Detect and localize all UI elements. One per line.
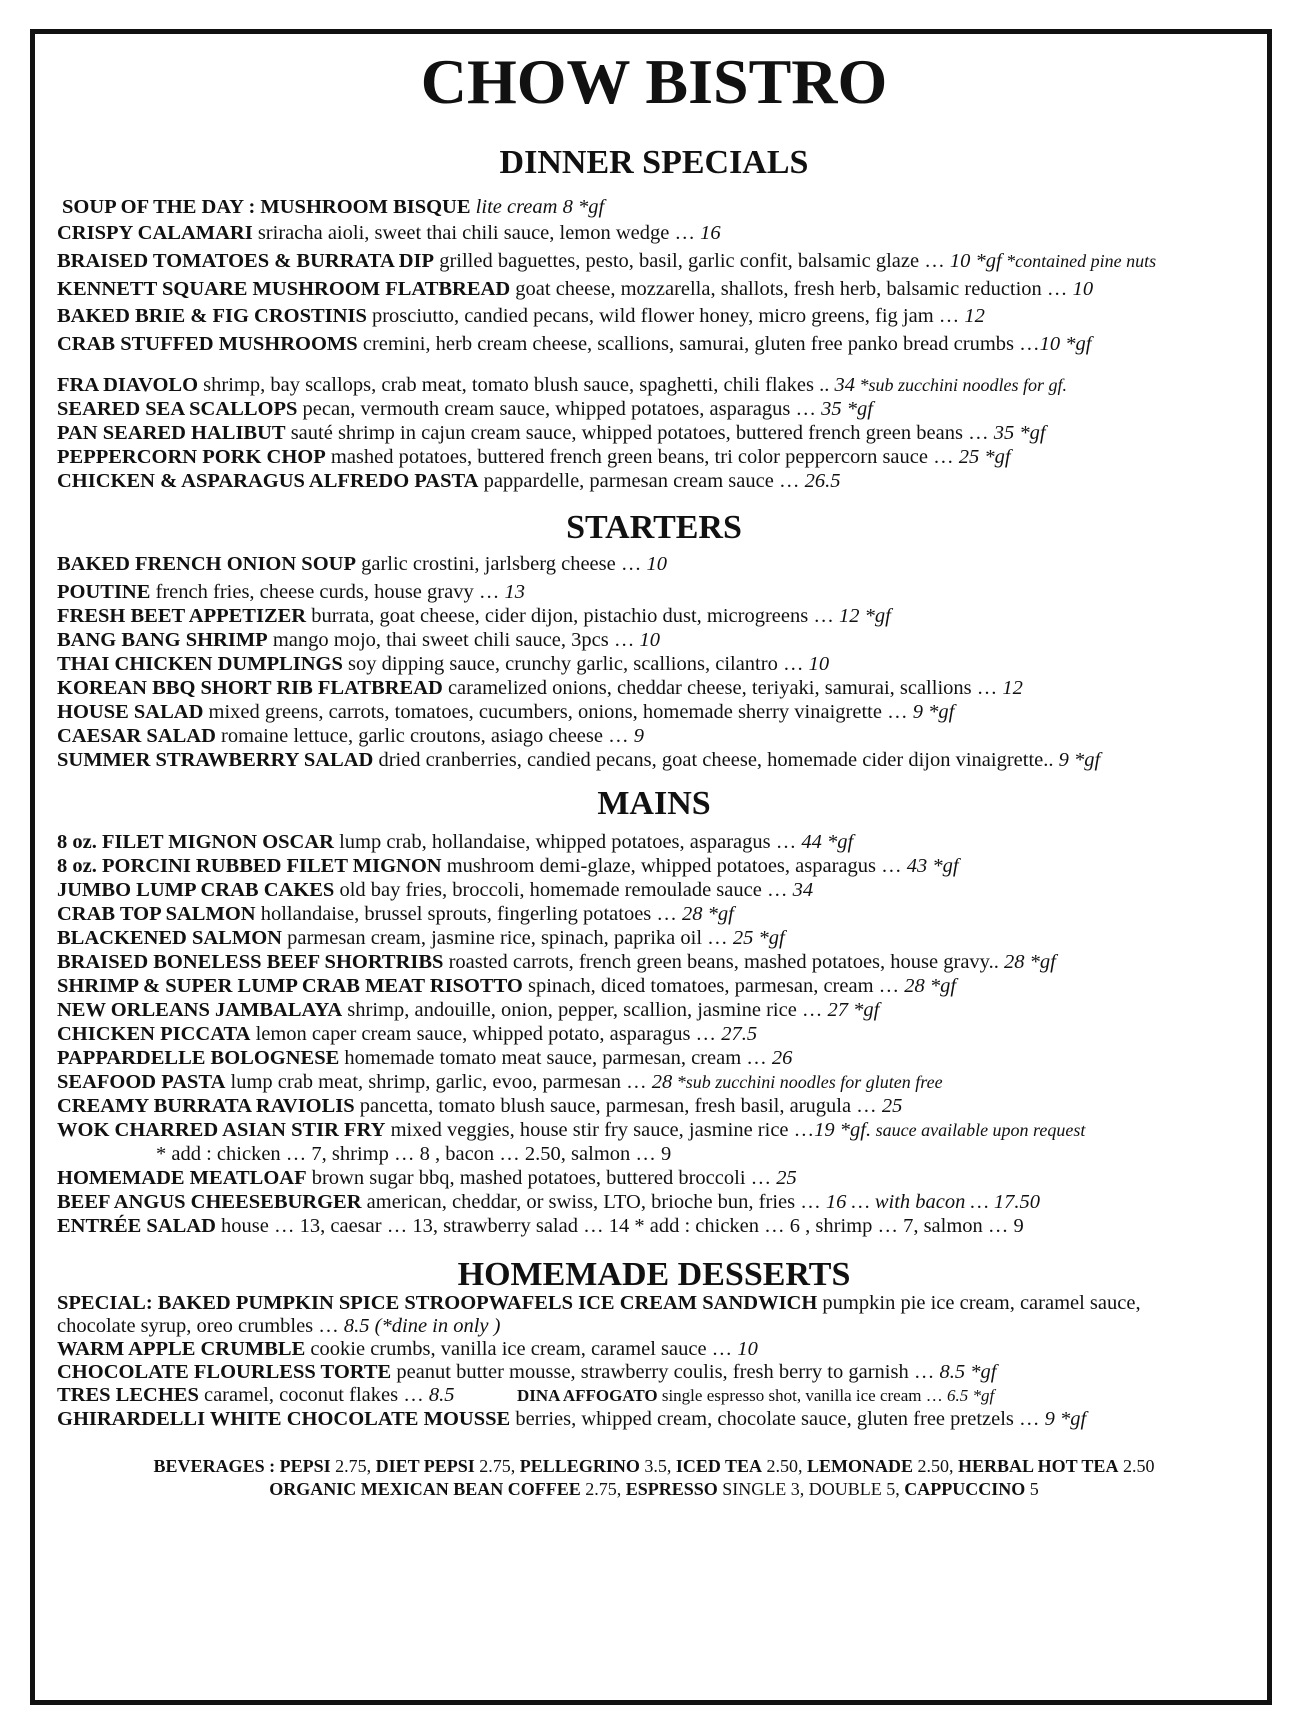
main-item	[57, 1120, 1268, 1141]
item-name: BAKED BRIE & FIG CROSTINIS	[57, 305, 367, 327]
item-description: romaine lettuce, garlic croutons, asiago cheese …	[215, 725, 634, 747]
stirfry-addons: * add : chicken … 7, shrimp … 8 , bacon … 2.50, salmon … 9	[156, 1143, 672, 1165]
starter-item	[57, 678, 1268, 699]
item-description: french fries, cheese curds, house gravy …	[150, 581, 505, 603]
item-description: lump crab, hollandaise, whipped potatoes, asparagus …	[333, 831, 802, 853]
item-description: brown sugar bbq, mashed potatoes, buttered broccoli …	[306, 1167, 777, 1189]
item-description: prosciutto, candied pecans, wild flower honey, micro greens, fig jam …	[366, 305, 965, 327]
item-price: 10	[639, 629, 660, 651]
item-description: garlic crostini, jarlsberg cheese …	[355, 553, 647, 575]
beverage-name: ORGANIC MEXICAN BEAN COFFEE	[269, 1479, 581, 1499]
item-name: HOUSE SALAD	[57, 701, 204, 723]
item-price: 19 *gf.	[814, 1119, 872, 1141]
beverage-name: ICED TEA	[675, 1456, 763, 1476]
item-description: sauté shrimp in cajun cream sauce, whipped potatoes, buttered french green beans …	[285, 422, 994, 444]
item-description: mango mojo, thai sweet chili sauce, 3pcs …	[267, 629, 640, 651]
beverage-name: ESPRESSO	[625, 1479, 718, 1499]
dessert-ghirardelli	[57, 1409, 1268, 1430]
item-price: 25	[776, 1167, 797, 1189]
item-name: BRAISED BONELESS BEEF SHORTRIBS	[57, 951, 444, 973]
item-name: SEAFOOD PASTA	[57, 1071, 226, 1093]
special-item	[57, 306, 1268, 327]
starter-item	[57, 606, 1268, 627]
item-description: old bay fries, broccoli, homemade remoulade sauce …	[334, 879, 793, 901]
item-description: pecan, vermouth cream sauce, whipped potatoes, asparagus …	[297, 398, 822, 420]
main-item	[57, 1048, 1268, 1069]
item-name: BEEF ANGUS CHEESEBURGER	[57, 1191, 362, 1213]
item-price: 10	[737, 1338, 758, 1360]
beverage-price: 2.50	[1118, 1456, 1155, 1476]
item-name: CRAB STUFFED MUSHROOMS	[57, 333, 358, 355]
item-note: *sub zucchini noodles for gf.	[855, 375, 1068, 395]
item-name: 8 oz. FILET MIGNON OSCAR	[57, 831, 334, 853]
item-name: WARM APPLE CRUMBLE	[57, 1338, 306, 1360]
main-item	[57, 1000, 1268, 1021]
item-price: 12	[964, 305, 985, 327]
dessert-special-name: SPECIAL: BAKED PUMPKIN SPICE STROOPWAFELS ICE CREAM SANDWICH	[57, 1292, 818, 1314]
item-description: homemade tomato meat sauce, parmesan, cream …	[339, 1047, 772, 1069]
item-name: SOUP OF THE DAY : MUSHROOM BISQUE	[62, 196, 471, 218]
beverage-price: 2.75,	[474, 1456, 520, 1476]
main-item	[57, 928, 1268, 949]
beverage-price: 2.50,	[762, 1456, 808, 1476]
item-price: 43 *gf	[906, 855, 959, 877]
item-price: 16	[700, 222, 721, 244]
dessert-row-tres-dina	[57, 1385, 1268, 1406]
restaurant-title: CHOW BISTRO	[420, 46, 888, 117]
main-item	[57, 904, 1268, 925]
item-price: 35 *gf	[821, 398, 873, 420]
item-name: CHICKEN PICCATA	[57, 1023, 251, 1045]
heading-starters: STARTERS	[566, 509, 742, 546]
item-price: 28 *gf	[682, 903, 734, 925]
special-item	[57, 223, 1268, 244]
item-description: parmesan cream, jasmine rice, spinach, paprika oil …	[281, 927, 733, 949]
item-name: CAESAR SALAD	[57, 725, 216, 747]
item-name: FRA DIAVOLO	[57, 374, 199, 396]
tres-leches-name: TRES LECHES	[57, 1384, 199, 1406]
starter-item	[57, 654, 1268, 675]
starter-item	[57, 726, 1268, 747]
item-description: shrimp, andouille, onion, pepper, scallion, jasmine rice …	[342, 999, 828, 1021]
item-name: SHRIMP & SUPER LUMP CRAB MEAT RISOTTO	[57, 975, 523, 997]
beverages-line-2	[0, 1480, 1308, 1498]
item-name: HOMEMADE MEATLOAF	[57, 1167, 307, 1189]
tres-leches-price: 8.5	[428, 1384, 455, 1406]
main-item	[57, 1168, 1268, 1189]
item-description: pappardelle, parmesan cream sauce …	[478, 470, 805, 492]
item-description: cremini, herb cream cheese, scallions, samurai, gluten free panko bread crumbs …	[357, 333, 1040, 355]
main-item	[57, 952, 1268, 973]
item-description: shrimp, bay scallops, crab meat, tomato blush sauce, spaghetti, chili flakes ..	[198, 374, 835, 396]
beverages-line-1	[0, 1457, 1308, 1475]
beverage-price: 2.75,	[330, 1456, 376, 1476]
starter-item	[57, 750, 1268, 771]
item-description: lemon caper cream sauce, whipped potato, asparagus …	[250, 1023, 722, 1045]
main-item	[57, 856, 1268, 877]
item-price: 25 *gf	[958, 446, 1011, 468]
special-item	[62, 197, 1268, 218]
main-item	[57, 1216, 1268, 1237]
tres-leches-desc: caramel, coconut flakes …	[198, 1384, 429, 1406]
beverage-name: LEMONADE	[807, 1456, 914, 1476]
item-name: KOREAN BBQ SHORT RIB FLATBREAD	[57, 677, 443, 699]
item-note: *sub zucchini noodles for gluten free	[672, 1072, 943, 1092]
dessert-item	[57, 1362, 1268, 1383]
item-description: spinach, diced tomatoes, parmesan, cream …	[522, 975, 905, 997]
item-description: mushroom demi-glaze, whipped potatoes, asparagus …	[441, 855, 907, 877]
dessert-special-desc-2: chocolate syrup, oreo crumbles …	[57, 1315, 344, 1337]
dessert-special	[57, 1293, 1268, 1314]
item-description: burrata, goat cheese, cider dijon, pistachio dust, microgreens …	[306, 605, 839, 627]
item-price: 28 *gf	[1003, 951, 1056, 973]
beverage-price: 2.50,	[913, 1456, 959, 1476]
item-name: ENTRÉE SALAD	[57, 1215, 216, 1237]
item-price: 28 *gf	[904, 975, 957, 997]
item-name: PAN SEARED HALIBUT	[57, 422, 286, 444]
item-description: cookie crumbs, vanilla ice cream, caramel sauce …	[305, 1338, 738, 1360]
beverage-price: SINGLE 3, DOUBLE 5,	[717, 1479, 905, 1499]
item-description: peanut butter mousse, strawberry coulis, fresh berry to garnish …	[391, 1361, 940, 1383]
item-name: BRAISED TOMATOES & BURRATA DIP	[57, 250, 435, 272]
item-price: 35 *gf	[993, 422, 1046, 444]
starter-item	[57, 582, 1268, 603]
starter-item	[57, 630, 1268, 651]
item-price: 8.5 *gf	[939, 1361, 997, 1383]
dina-affogato-price: 6.5 *gf	[946, 1386, 995, 1405]
item-price: 9 *gf	[1058, 749, 1101, 771]
item-description: mixed veggies, house stir fry sauce, jasmine rice …	[385, 1119, 815, 1141]
item-name: KENNETT SQUARE MUSHROOM FLATBREAD	[57, 278, 511, 300]
beverage-name: PELLEGRINO	[519, 1456, 640, 1476]
special-item	[57, 471, 1268, 492]
item-price: 10	[1072, 278, 1094, 300]
ghirardelli-desc: berries, whipped cream, chocolate sauce, gluten free pretzels …	[510, 1408, 1045, 1430]
item-price: 12 *gf	[838, 605, 891, 627]
special-item	[57, 399, 1268, 420]
item-description: grilled baguettes, pesto, basil, garlic confit, balsamic glaze …	[434, 250, 950, 272]
item-price: 9 *gf	[912, 701, 955, 723]
item-name: BAKED FRENCH ONION SOUP	[57, 553, 356, 575]
item-note: sauce available upon request	[871, 1120, 1086, 1140]
item-price: 34	[792, 879, 814, 901]
dina-affogato-name: DINA AFFOGATO	[517, 1386, 658, 1405]
item-description: hollandaise, brussel sprouts, fingerling potatoes …	[255, 903, 683, 925]
item-description: mashed potatoes, buttered french green beans, tri color peppercorn sauce …	[325, 446, 959, 468]
item-name: SEARED SEA SCALLOPS	[57, 398, 298, 420]
dessert-special-desc-1: pumpkin pie ice cream, caramel sauce,	[817, 1292, 1141, 1314]
item-price: 16 … with bacon … 17.50	[825, 1191, 1040, 1213]
item-name: POUTINE	[57, 581, 151, 603]
item-description: goat cheese, mozzarella, shallots, fresh herb, balsamic reduction …	[510, 278, 1073, 300]
item-description: sriracha aioli, sweet thai chili sauce, lemon wedge …	[252, 222, 701, 244]
ghirardelli-price: 9 *gf	[1044, 1408, 1087, 1430]
item-price: 10 *gf	[1039, 333, 1092, 355]
item-name: PAPPARDELLE BOLOGNESE	[57, 1047, 340, 1069]
item-price: 25 *gf	[732, 927, 785, 949]
beverage-price: 3.5,	[639, 1456, 676, 1476]
item-name: FRESH BEET APPETIZER	[57, 605, 307, 627]
item-name: CHOCOLATE FLOURLESS TORTE	[57, 1361, 392, 1383]
item-description: caramelized onions, cheddar cheese, teriyaki, samurai, scallions …	[442, 677, 1003, 699]
beverage-name: BEVERAGES : PEPSI	[153, 1456, 331, 1476]
main-item	[57, 1024, 1268, 1045]
item-description: roasted carrots, french green beans, mashed potatoes, house gravy..	[443, 951, 1004, 973]
item-name: WOK CHARRED ASIAN STIR FRY	[57, 1119, 386, 1141]
item-price: 27.5	[721, 1023, 758, 1045]
dessert-special-cont	[57, 1316, 1268, 1337]
item-name: JUMBO LUMP CRAB CAKES	[57, 879, 335, 901]
item-name: BLACKENED SALMON	[57, 927, 282, 949]
item-description: dried cranberries, candied pecans, goat cheese, homemade cider dijon vinaigrette..	[373, 749, 1059, 771]
item-price: 12	[1002, 677, 1023, 699]
item-description: mixed greens, carrots, tomatoes, cucumbers, onions, homemade sherry vinaigrette …	[203, 701, 913, 723]
starter-item	[57, 702, 1268, 723]
heading-desserts: HOMEMADE DESSERTS	[457, 1256, 851, 1293]
dina-affogato	[517, 1387, 994, 1404]
beverage-name: CAPPUCCINO	[904, 1479, 1026, 1499]
item-name: PEPPERCORN PORK CHOP	[57, 446, 326, 468]
item-price: 27 *gf	[827, 999, 880, 1021]
main-item	[57, 1096, 1268, 1117]
ghirardelli-name: GHIRARDELLI WHITE CHOCOLATE MOUSSE	[57, 1408, 511, 1430]
item-price: 28	[651, 1071, 673, 1093]
item-price: 10	[808, 653, 830, 675]
item-name: CRISPY CALAMARI	[57, 222, 253, 244]
special-item	[57, 334, 1268, 355]
item-description: soy dipping sauce, crunchy garlic, scallions, cilantro …	[342, 653, 809, 675]
special-item	[57, 375, 1268, 396]
item-price: 34	[834, 374, 856, 396]
item-price: 13	[504, 581, 525, 603]
special-item	[57, 447, 1268, 468]
heading-mains: MAINS	[597, 785, 711, 822]
special-item	[57, 423, 1268, 444]
special-item	[57, 279, 1268, 300]
item-price: 26	[771, 1047, 793, 1069]
item-name: CRAB TOP SALMON	[57, 903, 256, 925]
beverage-price: 5	[1025, 1479, 1039, 1499]
item-price: 26.5	[804, 470, 841, 492]
item-description: american, cheddar, or swiss, LTO, brioche bun, fries …	[361, 1191, 826, 1213]
item-name: CHICKEN & ASPARAGUS ALFREDO PASTA	[57, 470, 479, 492]
dina-affogato-desc: single espresso shot, vanilla ice cream …	[657, 1386, 947, 1405]
item-price: lite cream 8 *gf	[475, 196, 605, 218]
item-name: BANG BANG SHRIMP	[57, 629, 268, 651]
beverage-name: DIET PEPSI	[375, 1456, 475, 1476]
item-price: 10	[646, 553, 667, 575]
special-item	[57, 251, 1268, 272]
item-price: 25	[881, 1095, 903, 1117]
dessert-item	[57, 1339, 1268, 1360]
item-description: pancetta, tomato blush sauce, parmesan, fresh basil, arugula …	[354, 1095, 882, 1117]
main-item	[57, 976, 1268, 997]
dessert-special-price: 8.5 (*dine in only )	[343, 1315, 501, 1337]
item-name: THAI CHICKEN DUMPLINGS	[57, 653, 343, 675]
heading-dinner-specials: DINNER SPECIALS	[499, 144, 809, 181]
item-description: lump crab meat, shrimp, garlic, evoo, parmesan …	[225, 1071, 652, 1093]
item-name: 8 oz. PORCINI RUBBED FILET MIGNON	[57, 855, 442, 877]
starter-item	[57, 554, 1268, 575]
beverage-name: HERBAL HOT TEA	[958, 1456, 1119, 1476]
item-name: CREAMY BURRATA RAVIOLIS	[57, 1095, 355, 1117]
item-price: 10 *gf	[949, 250, 1002, 272]
main-item	[57, 880, 1268, 901]
beverage-price: 2.75,	[580, 1479, 626, 1499]
item-name: SUMMER STRAWBERRY SALAD	[57, 749, 374, 771]
item-note: *contained pine nuts	[1001, 251, 1157, 271]
main-item	[57, 1072, 1268, 1093]
item-price: 9	[633, 725, 644, 747]
main-item	[57, 1192, 1268, 1213]
main-item	[57, 832, 1268, 853]
item-price: 44 *gf	[801, 831, 854, 853]
item-description: house … 13, caesar … 13, strawberry salad … 14 * add : chicken … 6 , shrimp … 7, salmon … 9	[215, 1215, 1024, 1237]
item-name: NEW ORLEANS JAMBALAYA	[57, 999, 343, 1021]
